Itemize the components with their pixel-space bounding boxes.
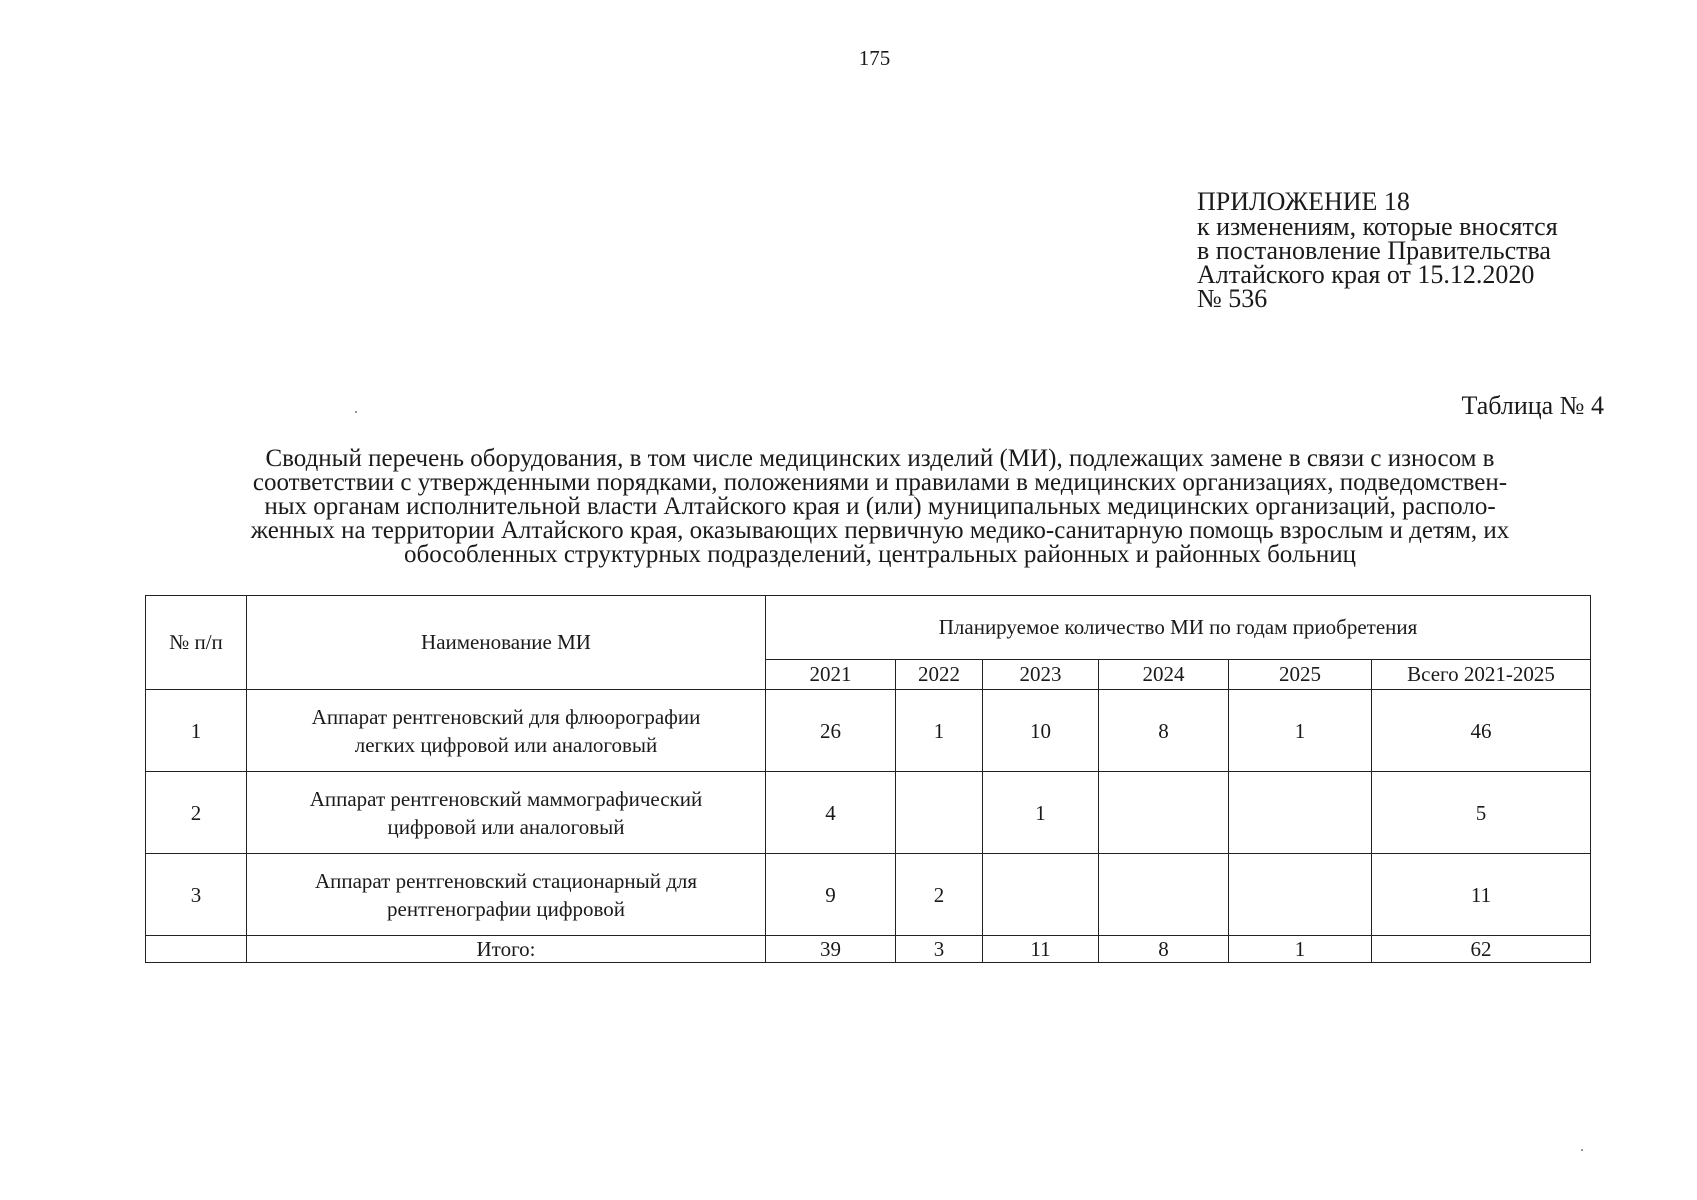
total-value: 11	[983, 936, 1099, 963]
cell-value: 1	[1229, 690, 1372, 772]
header-year: 2021	[766, 660, 896, 690]
appendix-title: ПРИЛОЖЕНИЕ 18	[1197, 187, 1410, 216]
cell-value: 8	[1099, 690, 1229, 772]
total-value: 3	[896, 936, 983, 963]
title-line: обособленных структурных подразделений, центральных районных и районных больниц	[404, 541, 1356, 568]
total-value: 39	[766, 936, 896, 963]
cell-num: 1	[146, 690, 247, 772]
title-line: женных на территории Алтайского края, оказывающих первичную медико-санитарную помощь взрослым и детям, их	[250, 517, 1510, 544]
appendix-line: № 536	[1197, 284, 1268, 313]
cell-num	[146, 936, 247, 963]
table-label: Таблица № 4	[1461, 391, 1604, 420]
header-year: 2023	[983, 660, 1099, 690]
cell-name-line: Аппарат рентгеновский стационарный для	[314, 868, 698, 893]
table-row	[146, 854, 1591, 936]
scan-speck	[355, 411, 357, 413]
cell-value	[1229, 854, 1372, 936]
appendix-header	[1197, 188, 1667, 311]
page-number: 175	[858, 46, 891, 70]
cell-value: 26	[766, 690, 896, 772]
cell-value	[1099, 854, 1229, 936]
cell-value	[1229, 772, 1372, 854]
cell-value: 1	[983, 772, 1099, 854]
cell-name	[247, 772, 766, 854]
title-line: Сводный перечень оборудования, в том числе медицинских изделий (МИ), подлежащих замене в связи с износом в	[265, 445, 1495, 472]
total-value: 62	[1372, 936, 1591, 963]
cell-value: 1	[896, 690, 983, 772]
cell-value	[896, 772, 983, 854]
header-name: Наименование МИ	[247, 596, 766, 690]
table-total-row	[146, 936, 1591, 963]
total-value: 1	[1229, 936, 1372, 963]
cell-value: 2	[896, 854, 983, 936]
cell-name-line: цифровой или аналоговый	[387, 814, 625, 839]
total-value: 8	[1099, 936, 1229, 963]
appendix-line: к изменениям, которые вносятся	[1197, 212, 1558, 241]
cell-value: 11	[1372, 854, 1591, 936]
table-row	[146, 772, 1591, 854]
header-num: № п/п	[146, 596, 247, 690]
cell-value: 9	[766, 854, 896, 936]
total-label: Итого:	[247, 936, 766, 963]
cell-num: 3	[146, 854, 247, 936]
header-total: Всего 2021-2025	[1372, 660, 1591, 690]
cell-num: 2	[146, 772, 247, 854]
cell-name	[247, 854, 766, 936]
header-group: Планируемое количество МИ по годам приобретения	[766, 596, 1591, 660]
appendix-line: в постановление Правительства	[1197, 236, 1551, 265]
cell-name-line: Аппарат рентгеновский для флюорографии	[311, 704, 701, 729]
cell-value: 5	[1372, 772, 1591, 854]
header-year: 2024	[1099, 660, 1229, 690]
document-title	[150, 447, 1610, 567]
cell-name-line: рентгенографии цифровой	[387, 896, 625, 921]
cell-value: 4	[766, 772, 896, 854]
scan-speck	[1581, 1149, 1583, 1151]
cell-value: 46	[1372, 690, 1591, 772]
cell-value	[983, 854, 1099, 936]
cell-value: 10	[983, 690, 1099, 772]
equipment-table	[145, 595, 1591, 963]
title-line: соответствии с утвержденными порядками, положениями и правилами в медицинских организациях, подведомствен-	[252, 469, 1508, 496]
table-header-row	[146, 596, 1591, 660]
cell-name-line: легких цифровой или аналоговый	[354, 732, 658, 757]
cell-name	[247, 690, 766, 772]
header-year: 2022	[896, 660, 983, 690]
table-row	[146, 690, 1591, 772]
appendix-line: Алтайского края от 15.12.2020	[1197, 260, 1535, 289]
header-year: 2025	[1229, 660, 1372, 690]
cell-value	[1099, 772, 1229, 854]
title-line: ных органам исполнительной власти Алтайского края и (или) муниципальных медицинских организаций, располо-	[264, 493, 1496, 520]
cell-name-line: Аппарат рентгеновский маммографический	[309, 786, 703, 811]
